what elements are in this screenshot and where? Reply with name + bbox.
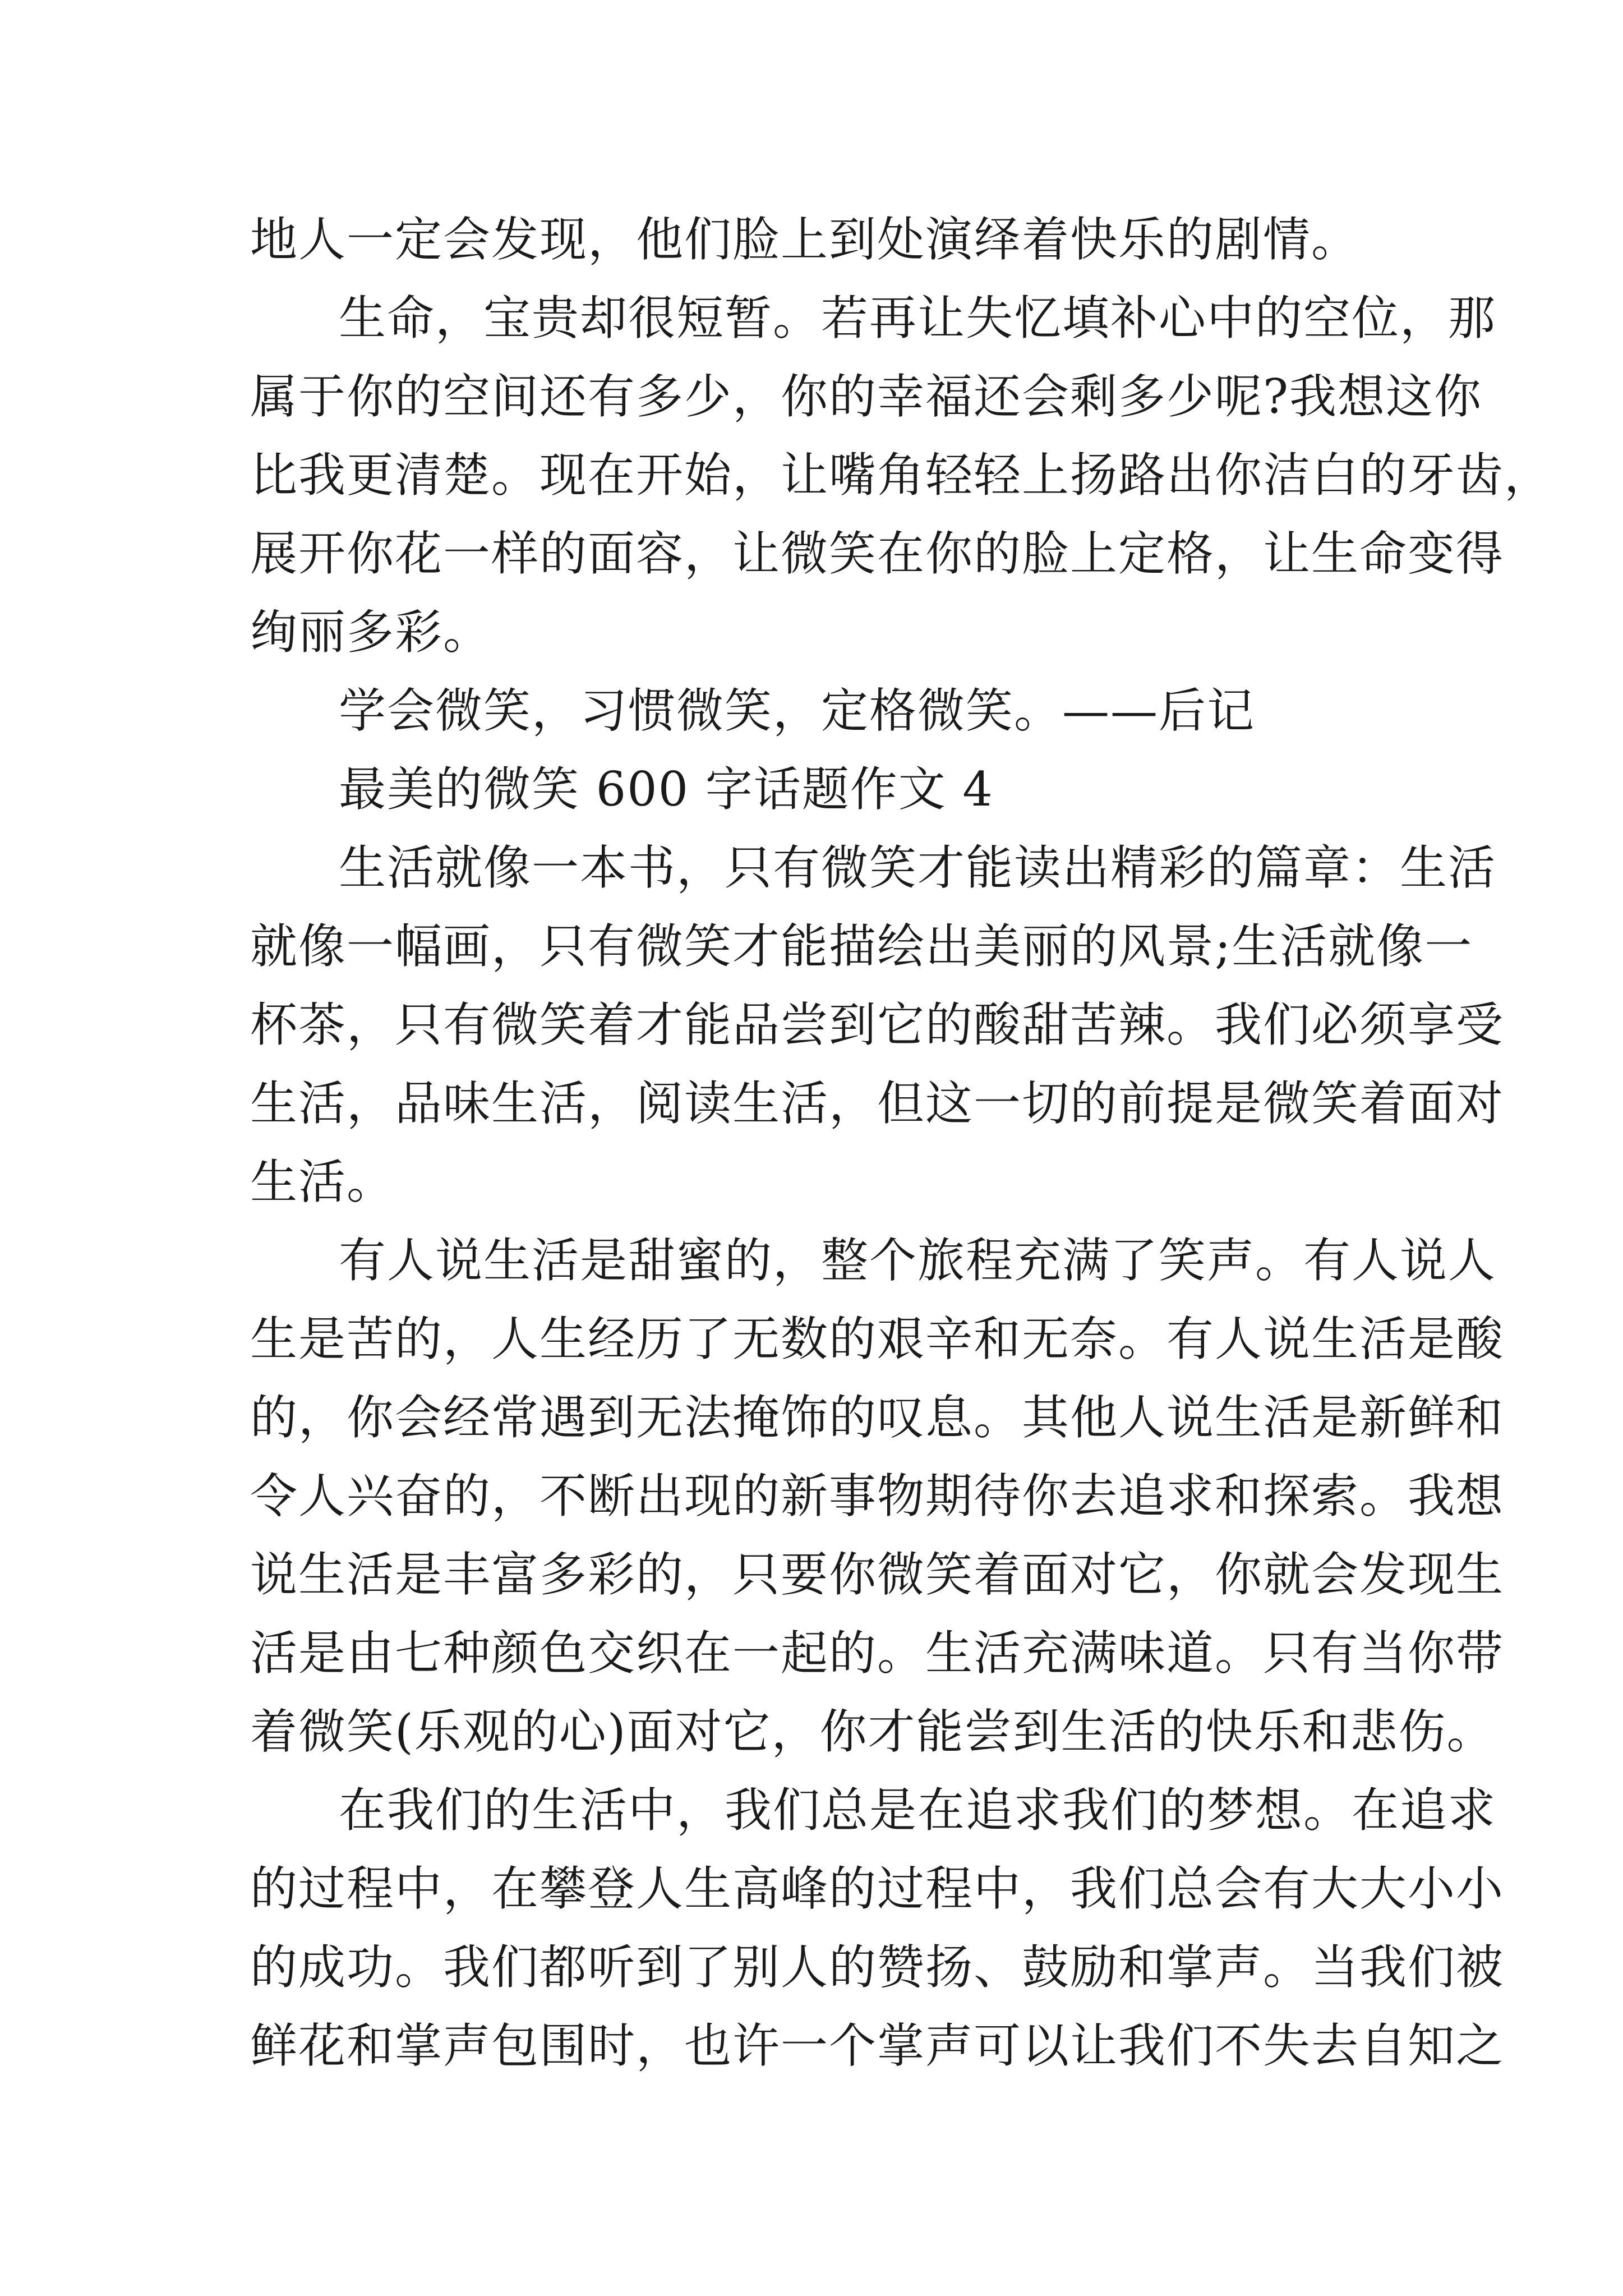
text-line: 比我更清楚。现在开始，让嘴角轻轻上扬路出你洁白的牙齿， <box>250 448 1553 503</box>
text-line: 说生活是丰富多彩的，只要你微笑着面对它，你就会发现生 <box>250 1547 1505 1602</box>
text-line: 着微笑(乐观的心)面对它，你才能尝到生活的快乐和悲伤。 <box>250 1704 1495 1759</box>
text-line: 属于你的空间还有多少，你的幸福还会剩多少呢?我想这你 <box>250 369 1483 424</box>
text-line: 地人一定会发现，他们脸上到处演绎着快乐的剧情。 <box>250 212 1360 267</box>
text-line: 就像一幅画，只有微笑才能描绘出美丽的风景;生活就像一 <box>250 919 1473 974</box>
text-line: 生活就像一本书，只有微笑才能读出精彩的篇章：生活 <box>339 840 1497 895</box>
text-line: 生活，品味生活，阅读生活，但这一切的前提是微笑着面对 <box>250 1076 1505 1131</box>
text-line: 生命，宝贵却很短暂。若再让失忆填补心中的空位，那 <box>339 291 1497 346</box>
section-title: 最美的微笑 600 字话题作文 4 <box>339 762 994 817</box>
text-line: 的成功。我们都听到了别人的赞扬、鼓励和掌声。当我们被 <box>250 1940 1505 1995</box>
text-line: 令人兴奋的，不断出现的新事物期待你去追求和探索。我想 <box>250 1469 1505 1524</box>
text-line: 活是由七种颜色交织在一起的。生活充满味道。只有当你带 <box>250 1626 1505 1681</box>
text-line: 鲜花和掌声包围时，也许一个掌声可以让我们不失去自知之 <box>250 2018 1505 2073</box>
text-line: 在我们的生活中，我们总是在追求我们的梦想。在追求 <box>339 1783 1497 1838</box>
text-line: 的，你会经常遇到无法掩饰的叹息。其他人说生活是新鲜和 <box>250 1390 1505 1445</box>
text-line: 生是苦的，人生经历了无数的艰辛和无奈。有人说生活是酸 <box>250 1312 1505 1366</box>
text-line: 有人说生活是甜蜜的，整个旅程充满了笑声。有人说人 <box>339 1233 1497 1288</box>
text-line: 杯茶，只有微笑着才能品尝到它的酸甜苦辣。我们必须享受 <box>250 997 1505 1052</box>
text-line: 生活。 <box>250 1154 395 1209</box>
text-line: 学会微笑，习惯微笑，定格微笑。——后记 <box>339 683 1256 738</box>
text-line: 绚丽多彩。 <box>250 605 492 660</box>
text-line: 展开你花一样的面容，让微笑在你的脸上定格，让生命变得 <box>250 526 1505 581</box>
text-line: 的过程中，在攀登人生高峰的过程中，我们总会有大大小小 <box>250 1861 1505 1916</box>
